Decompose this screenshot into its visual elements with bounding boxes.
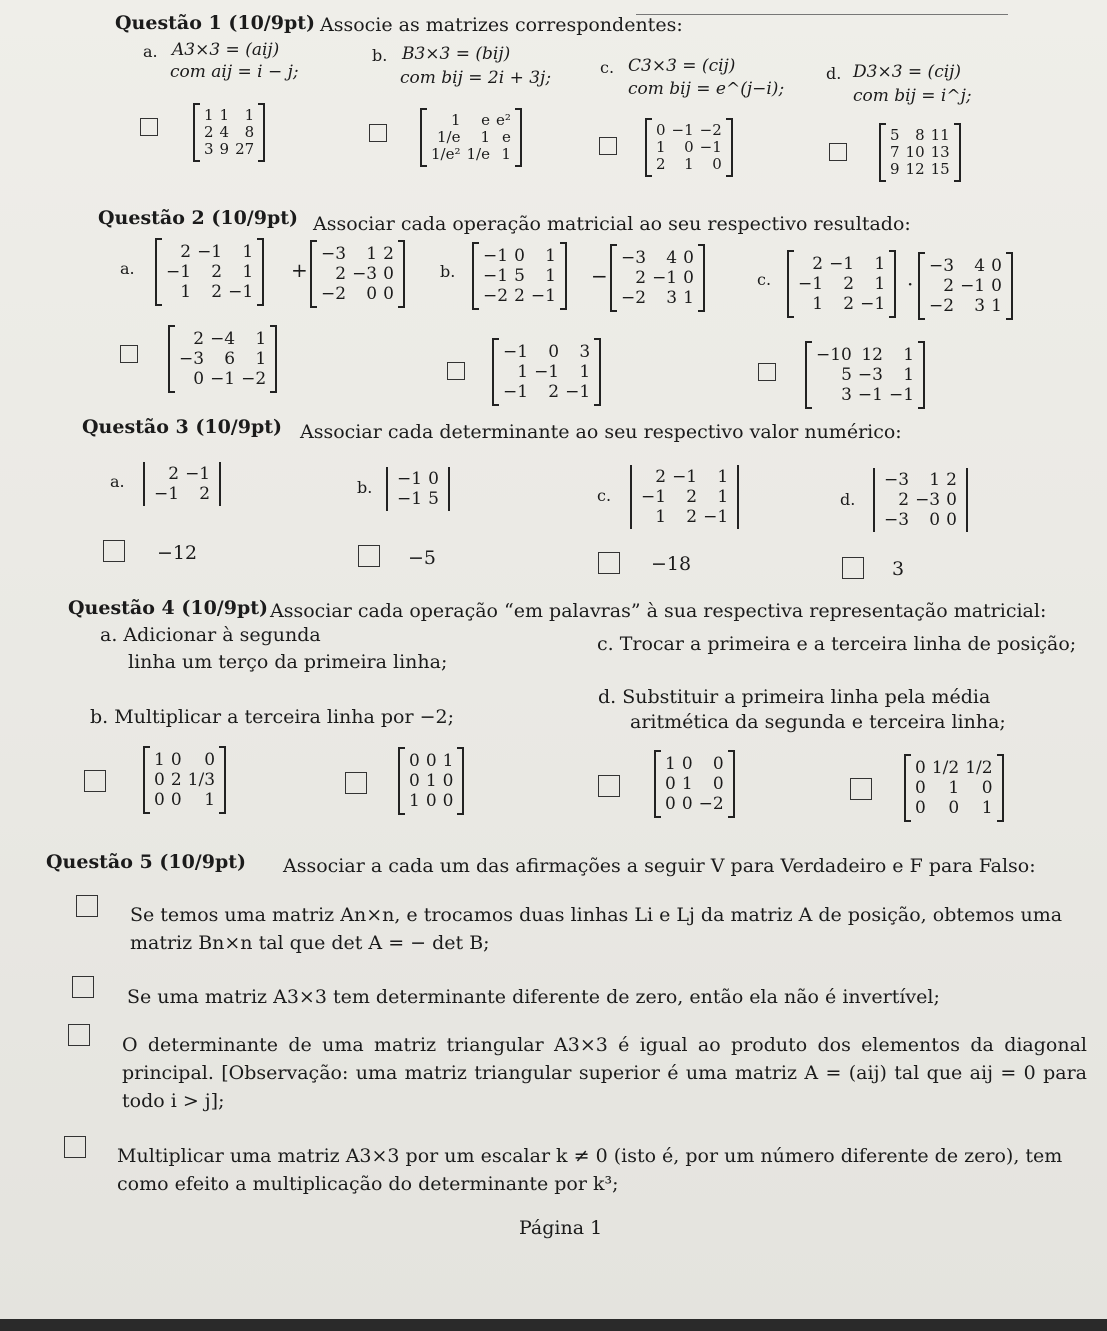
matrix-cell: 2 bbox=[943, 276, 955, 296]
matrix-cell: −2 bbox=[321, 284, 347, 304]
q3-checkbox-1[interactable] bbox=[103, 540, 125, 562]
q1-def-d-label: d. bbox=[826, 64, 842, 83]
matrix-cell: 1 bbox=[545, 266, 556, 286]
q2-a-matrix-1 bbox=[155, 240, 264, 304]
matrix-cell: 1 bbox=[665, 754, 676, 774]
q4-item-c: c. Trocar a primeira e a terceira linha de posição; bbox=[597, 633, 1077, 655]
q2-a-matrix-2 bbox=[310, 242, 405, 306]
q5-statement-2: Se uma matriz A3×3 tem determinante diferente de zero, então ela não é invertível; bbox=[127, 986, 940, 1008]
matrix-cell: 0 bbox=[712, 754, 724, 774]
matrix-cell: 0 bbox=[383, 264, 394, 284]
matrix-cell: −2 bbox=[929, 296, 955, 316]
matrix-cell: 2 bbox=[211, 262, 223, 282]
q2-checkbox-1[interactable] bbox=[120, 345, 138, 363]
matrix-cell: 10 bbox=[905, 143, 925, 161]
matrix-cell: −2 bbox=[483, 286, 509, 306]
matrix-cell: 1 bbox=[425, 771, 437, 791]
matrix-cell: 1 bbox=[579, 362, 591, 382]
matrix-cell: −1 bbox=[228, 282, 254, 302]
q4-checkbox-1[interactable] bbox=[84, 770, 106, 792]
q2-label-c: c. bbox=[757, 270, 772, 289]
matrix-cell: −1 bbox=[565, 382, 591, 402]
matrix-cell: 0 bbox=[681, 794, 693, 814]
q1-def-a-label: a. bbox=[143, 42, 158, 61]
matrix-cell: 0 bbox=[948, 798, 960, 818]
matrix-cell: −2 bbox=[699, 121, 722, 139]
matrix-cell: 1 bbox=[242, 242, 254, 262]
q4-matrix-2 bbox=[398, 749, 464, 813]
matrix-cell: 8 bbox=[915, 126, 925, 144]
q1-checkbox-1[interactable] bbox=[140, 118, 158, 136]
q5-statement-4: Multiplicar uma matriz A3×3 por um escalar k ≠ 0 (isto é, por um número diferente de zero), tem como efeito a multiplicação do determinante por k³; bbox=[117, 1145, 1063, 1195]
matrix-cell: 2 bbox=[193, 329, 205, 349]
matrix-cell: −3 bbox=[884, 510, 910, 530]
matrix-cell: −1 bbox=[860, 294, 886, 314]
matrix-cell: −10 bbox=[816, 345, 852, 365]
matrix-cell: 0 bbox=[514, 246, 525, 266]
matrix-cell: 2 bbox=[656, 155, 666, 173]
matrix-cell: 7 bbox=[890, 143, 900, 161]
q3-determinant-d bbox=[873, 468, 968, 532]
matrix-cell: 0 bbox=[946, 510, 957, 530]
matrix-cell: 2 bbox=[335, 264, 347, 284]
matrix-cell: 1/3 bbox=[187, 770, 216, 790]
matrix-cell: −1 bbox=[185, 464, 211, 484]
matrix-cell: 2 bbox=[686, 487, 698, 507]
matrix-cell: 11 bbox=[930, 126, 950, 144]
matrix-cell: 0 bbox=[991, 256, 1002, 276]
matrix-cell: 1 bbox=[204, 790, 216, 810]
q1-def-a-head: A3×3 = (aij) bbox=[172, 40, 280, 60]
q3-label-d: d. bbox=[840, 490, 856, 509]
matrix-cell: 2 bbox=[168, 464, 180, 484]
matrix-cell: −1 bbox=[154, 484, 180, 504]
q3-checkbox-4[interactable] bbox=[842, 557, 864, 579]
q4-item-a-line2: linha um terço da primeira linha; bbox=[128, 651, 448, 673]
matrix-cell: 1 bbox=[366, 244, 378, 264]
q5-checkbox-1[interactable] bbox=[76, 895, 98, 917]
page-number: Página 1 bbox=[519, 1217, 603, 1239]
matrix-cell: 0 bbox=[193, 369, 205, 389]
matrix-cell: −1 bbox=[699, 138, 722, 156]
matrix-cell: 8 bbox=[244, 123, 255, 141]
q3-checkbox-2[interactable] bbox=[358, 545, 380, 567]
matrix-cell: 1 bbox=[501, 145, 511, 163]
q3-instruction: Associar cada determinante ao seu respectivo valor numérico: bbox=[300, 421, 902, 443]
matrix-cell: 1 bbox=[903, 365, 915, 385]
matrix-cell: 5 bbox=[428, 489, 439, 509]
matrix-cell: −3 bbox=[352, 264, 378, 284]
q5-checkbox-4[interactable] bbox=[64, 1136, 86, 1158]
matrix-cell: 0 bbox=[683, 248, 694, 268]
matrix-cell: 1 bbox=[655, 507, 667, 527]
matrix-cell: 0 bbox=[683, 268, 694, 288]
matrix-cell: 1 bbox=[442, 751, 454, 771]
matrix-cell: 1 bbox=[409, 791, 420, 811]
matrix-cell: 0 bbox=[409, 771, 420, 791]
matrix-cell: −1 bbox=[829, 254, 855, 274]
q2-b-operator: − bbox=[591, 264, 608, 288]
matrix-cell: −1 bbox=[397, 489, 423, 509]
matrix-cell: 0 bbox=[409, 751, 420, 771]
q3-value-1: −12 bbox=[157, 542, 198, 564]
q2-checkbox-3[interactable] bbox=[758, 363, 776, 381]
q3-label-a: a. bbox=[110, 472, 125, 491]
matrix-cell: 1 bbox=[480, 128, 490, 146]
matrix-cell: 0 bbox=[442, 791, 454, 811]
q1-def-b-head: B3×3 = (bij) bbox=[402, 44, 511, 64]
q4-checkbox-2[interactable] bbox=[345, 772, 367, 794]
q2-a-operator: + bbox=[291, 258, 308, 282]
matrix-cell: 2 bbox=[843, 294, 855, 314]
matrix-cell: 15 bbox=[930, 160, 950, 178]
matrix-cell: 3 bbox=[666, 288, 678, 308]
matrix-cell: 1 bbox=[244, 106, 255, 124]
matrix-cell: 27 bbox=[235, 140, 255, 158]
matrix-cell: −1 bbox=[503, 382, 529, 402]
matrix-cell: 0 bbox=[548, 342, 560, 362]
q3-checkbox-3[interactable] bbox=[598, 552, 620, 574]
q3-label-c: c. bbox=[597, 486, 612, 505]
matrix-cell: 0 bbox=[991, 276, 1002, 296]
matrix-cell: 13 bbox=[930, 143, 950, 161]
q5-title: Questão 5 (10/9pt) bbox=[46, 851, 247, 873]
q4-matrix-4 bbox=[904, 756, 1004, 820]
matrix-cell: 2 bbox=[898, 490, 910, 510]
matrix-cell: 1 bbox=[242, 262, 254, 282]
matrix-cell: −3 bbox=[884, 470, 910, 490]
matrix-cell: −1 bbox=[483, 266, 509, 286]
q4-item-d-line1: d. Substituir a primeira linha pela média bbox=[598, 686, 991, 708]
matrix-cell: −1 bbox=[530, 286, 556, 306]
matrix-cell: 0 bbox=[154, 790, 165, 810]
matrix-cell: 1 bbox=[681, 774, 693, 794]
matrix-cell: 4 bbox=[974, 256, 986, 276]
matrix-cell: 0 bbox=[170, 790, 182, 810]
matrix-cell: −2 bbox=[241, 369, 267, 389]
matrix-cell: 1 bbox=[545, 246, 556, 266]
q4-item-d-line2: aritmética da segunda e terceira linha; bbox=[630, 711, 1006, 733]
q1-def-d-rule: com bij = i^j; bbox=[853, 86, 972, 106]
matrix-cell: 5 bbox=[841, 365, 852, 385]
q4-matrix-1 bbox=[143, 748, 226, 812]
matrix-cell: −3 bbox=[915, 490, 941, 510]
q1-def-b-rule: com bij = 2i + 3j; bbox=[400, 68, 552, 88]
q1-title: Questão 1 (10/9pt) bbox=[115, 12, 316, 34]
q2-b-matrix-2 bbox=[610, 246, 705, 310]
matrix-cell: 1 bbox=[717, 467, 729, 487]
matrix-cell: 2 bbox=[812, 254, 824, 274]
matrix-cell: 2 bbox=[635, 268, 647, 288]
matrix-cell: 2 bbox=[180, 242, 192, 262]
matrix-cell: 2 bbox=[686, 507, 698, 527]
q5-statement-1: Se temos uma matriz An×n, e trocamos duas linhas Li e Lj da matriz A de posição, obtemos uma matriz Bn×n tal que det A = − det B; bbox=[130, 904, 1063, 954]
matrix-cell: 1 bbox=[874, 254, 886, 274]
matrix-cell: 1 bbox=[219, 106, 230, 124]
matrix-cell: 6 bbox=[224, 349, 236, 369]
matrix-cell: −1 bbox=[652, 268, 678, 288]
q2-c-matrix-1 bbox=[787, 252, 896, 316]
q1-def-b-label: b. bbox=[372, 46, 388, 65]
matrix-cell: −1 bbox=[672, 467, 698, 487]
q3-determinant-b bbox=[386, 467, 450, 511]
matrix-cell: 2 bbox=[383, 244, 394, 264]
q3-value-3: −18 bbox=[651, 553, 692, 575]
q2-b-matrix-1 bbox=[472, 244, 567, 308]
q1-def-c-label: c. bbox=[600, 58, 615, 77]
matrix-cell: 1 bbox=[450, 111, 461, 129]
matrix-cell: 0 bbox=[681, 754, 693, 774]
matrix-cell: −1 bbox=[703, 507, 729, 527]
matrix-cell: 1/e bbox=[437, 128, 461, 146]
matrix-cell: 0 bbox=[946, 490, 957, 510]
matrix-cell: 12 bbox=[905, 160, 925, 178]
q4-matrix-3 bbox=[654, 752, 735, 816]
matrix-cell: 2 bbox=[211, 282, 223, 302]
q2-c-operator: · bbox=[907, 272, 914, 296]
matrix-cell: −1 bbox=[641, 487, 667, 507]
matrix-cell: 1 bbox=[684, 155, 694, 173]
matrix-cell: −1 bbox=[483, 246, 509, 266]
matrix-cell: 3 bbox=[974, 296, 986, 316]
matrix-cell: 1/2 bbox=[965, 758, 993, 778]
matrix-cell: −2 bbox=[621, 288, 647, 308]
matrix-cell: 1 bbox=[903, 345, 915, 365]
matrix-cell: 4 bbox=[666, 248, 678, 268]
matrix-cell: −1 bbox=[166, 262, 192, 282]
matrix-cell: −4 bbox=[210, 329, 236, 349]
matrix-cell: −1 bbox=[960, 276, 986, 296]
q3-value-4: 3 bbox=[892, 558, 905, 580]
matrix-cell: 3 bbox=[579, 342, 591, 362]
matrix-cell: 0 bbox=[915, 778, 926, 798]
photo-bottom-edge bbox=[0, 1319, 1107, 1331]
matrix-cell: −3 bbox=[179, 349, 205, 369]
matrix-cell: 2 bbox=[199, 484, 211, 504]
matrix-cell: e² bbox=[495, 111, 511, 129]
matrix-cell: 0 bbox=[170, 750, 182, 770]
q4-item-b: b. Multiplicar a terceira linha por −2; bbox=[90, 706, 454, 728]
matrix-cell: 1 bbox=[517, 362, 529, 382]
matrix-cell: 0 bbox=[915, 798, 926, 818]
matrix-cell: 1 bbox=[929, 470, 941, 490]
matrix-cell: 0 bbox=[154, 770, 165, 790]
matrix-cell: 3 bbox=[841, 385, 852, 405]
q5-instruction: Associar a cada um das afirmações a seguir V para Verdadeiro e F para Falso: bbox=[283, 855, 1036, 877]
matrix-cell: 0 bbox=[425, 751, 437, 771]
matrix-cell: 1 bbox=[255, 349, 267, 369]
q1-checkbox-2[interactable] bbox=[369, 124, 387, 142]
matrix-cell: 0 bbox=[442, 771, 454, 791]
matrix-cell: 2 bbox=[655, 467, 667, 487]
matrix-cell: 12 bbox=[861, 345, 883, 365]
top-rule bbox=[636, 14, 1008, 15]
matrix-cell: 1 bbox=[204, 106, 214, 124]
q2-result-3 bbox=[805, 343, 925, 407]
matrix-cell: −3 bbox=[929, 256, 955, 276]
matrix-cell: 2 bbox=[514, 286, 525, 306]
q1-matrix-3 bbox=[645, 120, 733, 175]
q3-determinant-c bbox=[630, 465, 739, 529]
matrix-cell: 1 bbox=[948, 778, 960, 798]
q1-def-c-rule: com bij = e^(j−i); bbox=[628, 79, 785, 99]
q1-def-d-head: D3×3 = (cij) bbox=[853, 62, 962, 82]
matrix-cell: 1 bbox=[812, 294, 824, 314]
matrix-cell: 0 bbox=[383, 284, 394, 304]
matrix-cell: 2 bbox=[548, 382, 560, 402]
matrix-cell: 0 bbox=[425, 791, 437, 811]
matrix-cell: 1 bbox=[180, 282, 192, 302]
matrix-cell: 0 bbox=[665, 774, 676, 794]
q1-def-a-rule: com aij = i − j; bbox=[170, 62, 299, 82]
q1-def-c-head: C3×3 = (cij) bbox=[628, 56, 736, 76]
q2-instruction: Associar cada operação matricial ao seu respectivo resultado: bbox=[313, 213, 911, 235]
matrix-cell: −1 bbox=[857, 385, 883, 405]
matrix-cell: 0 bbox=[981, 778, 993, 798]
matrix-cell: 5 bbox=[890, 126, 900, 144]
q2-label-a: a. bbox=[120, 259, 135, 278]
matrix-cell: −2 bbox=[698, 794, 724, 814]
q3-title: Questão 3 (10/9pt) bbox=[82, 416, 283, 438]
q4-checkbox-3[interactable] bbox=[598, 775, 620, 797]
q2-c-matrix-2 bbox=[918, 254, 1013, 318]
matrix-cell: 2 bbox=[843, 274, 855, 294]
matrix-cell: 0 bbox=[915, 758, 926, 778]
matrix-cell: 1 bbox=[683, 288, 694, 308]
q3-label-b: b. bbox=[357, 478, 373, 497]
matrix-cell: 1 bbox=[991, 296, 1002, 316]
matrix-cell: 3 bbox=[204, 140, 214, 158]
q5-checkbox-2[interactable] bbox=[72, 976, 94, 998]
matrix-cell: −1 bbox=[671, 121, 694, 139]
matrix-cell: 2 bbox=[946, 470, 957, 490]
matrix-cell: −1 bbox=[197, 242, 223, 262]
q4-instruction: Associar cada operação “em palavras” à sua respectiva representação matricial: bbox=[270, 600, 1047, 622]
q3-determinant-a bbox=[143, 462, 221, 506]
matrix-cell: 0 bbox=[712, 774, 724, 794]
matrix-cell: 0 bbox=[428, 469, 439, 489]
q4-title: Questão 4 (10/9pt) bbox=[68, 597, 269, 619]
q2-title: Questão 2 (10/9pt) bbox=[98, 207, 299, 229]
q4-item-a-line1: a. Adicionar à segunda bbox=[100, 624, 321, 646]
matrix-cell: −1 bbox=[888, 385, 915, 405]
matrix-cell: 1 bbox=[717, 487, 729, 507]
matrix-cell: e bbox=[501, 128, 511, 146]
matrix-cell: 0 bbox=[665, 794, 676, 814]
matrix-cell: 9 bbox=[219, 140, 230, 158]
matrix-cell: 1 bbox=[656, 138, 666, 156]
matrix-cell: −1 bbox=[210, 369, 236, 389]
q1-matrix-1 bbox=[193, 105, 265, 160]
matrix-cell: 1/2 bbox=[931, 758, 960, 778]
matrix-cell: −1 bbox=[798, 274, 824, 294]
matrix-cell: 1/e bbox=[466, 145, 490, 163]
q3-value-2: −5 bbox=[408, 547, 437, 569]
q2-checkbox-2[interactable] bbox=[447, 362, 465, 380]
matrix-cell: 4 bbox=[219, 123, 230, 141]
matrix-cell: 1 bbox=[981, 798, 993, 818]
matrix-cell: −1 bbox=[534, 362, 560, 382]
q2-result-2 bbox=[492, 340, 601, 404]
matrix-cell: 0 bbox=[204, 750, 216, 770]
matrix-cell: e bbox=[481, 111, 490, 129]
matrix-cell: 5 bbox=[514, 266, 525, 286]
matrix-cell: 1 bbox=[255, 329, 267, 349]
matrix-cell: −3 bbox=[621, 248, 647, 268]
q4-checkbox-4[interactable] bbox=[850, 778, 872, 800]
matrix-cell: 2 bbox=[204, 123, 214, 141]
matrix-cell: −3 bbox=[321, 244, 347, 264]
matrix-cell: 0 bbox=[366, 284, 378, 304]
matrix-cell: 2 bbox=[170, 770, 182, 790]
matrix-cell: 1/e² bbox=[431, 145, 461, 163]
q1-matrix-4 bbox=[879, 125, 961, 180]
matrix-cell: 1 bbox=[874, 274, 886, 294]
q1-matrix-2 bbox=[420, 110, 522, 165]
matrix-cell: −3 bbox=[857, 365, 883, 385]
matrix-cell: 0 bbox=[929, 510, 941, 530]
matrix-cell: −1 bbox=[397, 469, 423, 489]
q1-checkbox-4[interactable] bbox=[829, 143, 847, 161]
matrix-cell: 0 bbox=[712, 155, 722, 173]
q1-checkbox-3[interactable] bbox=[599, 137, 617, 155]
matrix-cell: 9 bbox=[890, 160, 900, 178]
q5-checkbox-3[interactable] bbox=[68, 1024, 90, 1046]
q1-instruction: Associe as matrizes correspondentes: bbox=[320, 14, 683, 36]
q2-label-b: b. bbox=[440, 262, 456, 281]
matrix-cell: 1 bbox=[154, 750, 165, 770]
q2-result-1 bbox=[168, 327, 277, 391]
matrix-cell: 0 bbox=[684, 138, 694, 156]
matrix-cell: 0 bbox=[656, 121, 666, 139]
q5-statement-3: O determinante de uma matriz triangular A3×3 é igual ao produto dos elementos da diagonal principal. [Observação: uma matriz triangular superior é uma matriz A = (aij) tal que aij = 0 para todo i > j]; bbox=[122, 1034, 1087, 1112]
matrix-cell: −1 bbox=[503, 342, 529, 362]
